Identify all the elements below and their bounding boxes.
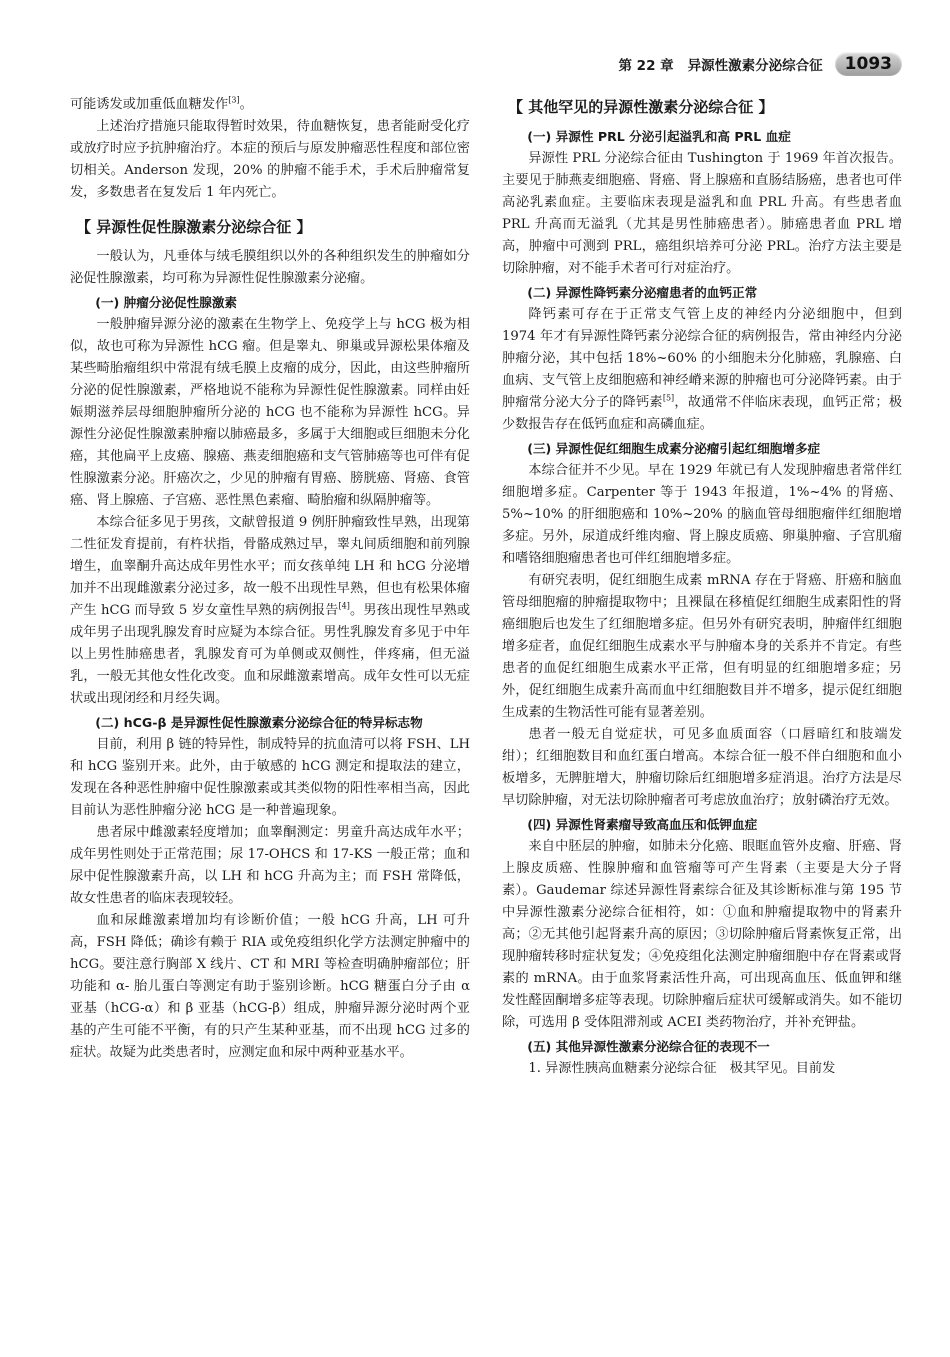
page-header [618, 52, 902, 76]
subsection-heading: (三) 异源性促红细胞生成素分泌瘤引起红细胞增多症 [527, 441, 821, 456]
paragraph: 一般认为，凡垂体与绒毛膜组织以外的各种组织发生的肿瘤如分泌促性腺激素，均可称为异源性促性腺激素分泌瘤。 [70, 249, 470, 286]
section-heading: 【 其他罕见的异源性激素分泌综合征 】 [508, 98, 774, 116]
paragraph: 患者尿中雌激素轻度增加；血睾酮测定：男童升高达成年水平；成年男性则处于正常范围；尿 17-OHCS 和 17-KS 一般正常；血和尿中促性腺激素升高，以 LH 和 hCG 升高为主；而 FSH 常降低，故女性患者的临床表现较轻。 [70, 825, 470, 906]
left-column [70, 94, 470, 1064]
paragraph: 目前，利用 β 链的特异性，制成特异的抗血清可以将 FSH、LH 和 hCG 鉴别开来。此外，由于敏感的 hCG 测定和提取法的建立，发现在各种恶性肿瘤中促性腺激素或其类似物的阳性率相当高，因此目前认为恶性肿瘤分泌 hCG 是一种普遍现象。 [70, 737, 470, 818]
paragraph: 异源性 PRL 分泌综合征由 Tushington 于 1969 年首次报告。主要见于肺燕麦细胞癌、肾癌、肾上腺癌和直肠结肠癌，患者也可伴高泌乳素血症。主要临床表现是溢乳和血 PRL 升高。有些患者血 PRL 升高而无溢乳（尤其是男性肺癌患者）。肺癌患者血 PRL 增高，肿瘤中可测到 PRL，癌组织培养可分泌 PRL。治疗方法主要是切除肿瘤，对不能手术者可行对症治疗。 [502, 151, 902, 276]
paragraph: 本综合征并不少见。早在 1929 年就已有人发现肿瘤患者常伴红细胞增多症。Carpenter 等于 1943 年报道，1%~4% 的肾癌、5%~10% 的肝细胞癌和 10%~20% 的脑血管母细胞瘤伴红细胞增多症。另外，尿道成纤维肉瘤、肾上腺皮质癌、卵巢肿瘤、子宫肌瘤和嗜铬细胞瘤患者也可伴红细胞增多症。 [502, 463, 902, 566]
chapter-title: 异源性激素分泌综合征 [687, 58, 823, 74]
paragraph-text: 。男孩出现性早熟或成年男子出现乳腺发育时应疑为本综合征。男性乳腺发育多见于中年以上男性肺癌患者，乳腺发育可为单侧或双侧性，伴疼痛，但无溢乳，一般无其他女性化改变。血和尿雌激素增高。成年女性可以无症状或出现闭经和月经失调。 [70, 603, 471, 706]
paragraph [502, 304, 902, 436]
paragraph: 有研究表明，促红细胞生成素 mRNA 存在于肾癌、肝癌和脑血管母细胞瘤的肿瘤提取物中；且裸鼠在移植促红细胞生成素阳性的肾癌细胞后也发生了红细胞增多症。但另外有研究表明，肿瘤伴红细胞增多症者，血促红细胞生成素水平与肿瘤本身的关系并不肯定。有些患者的血促红细胞生成素水平正常，但有明显的红细胞增多症；另外，促红细胞生成素升高而血中红细胞数目并不增多，提示促红细胞生成素的生物活性可能有显著差别。 [502, 573, 902, 720]
paragraph: 1. 异源性胰高血糖素分泌综合征 极其罕见。目前发 [528, 1061, 836, 1076]
running-head [618, 54, 822, 74]
page-number: 1093 [835, 52, 902, 76]
paragraph [70, 512, 470, 710]
paragraph-text: 。 [239, 97, 253, 112]
paragraph: 患者一般无自觉症状，可见多血质面容（口唇暗红和肢端发绀）；红细胞数目和血红蛋白增高。本综合征一般不伴白细胞和血小板增多，无脾脏增大，肿瘤切除后红细胞增多症消退。治疗方法是尽早切除肿瘤，对无法切除肿瘤者可考虑放血治疗；放射磷治疗无效。 [502, 727, 902, 808]
subsection-heading: (四) 异源性肾素瘤导致高血压和低钾血症 [527, 817, 758, 832]
subsection-heading: (二) hCG-β 是异源性促性腺激素分泌综合征的特异标志物 [95, 715, 423, 730]
subsection-heading: (一) 异源性 PRL 分泌引起溢乳和高 PRL 血症 [527, 129, 791, 144]
citation: [3] [228, 95, 240, 105]
paragraph: 来自中胚层的肿瘤，如肺未分化癌、眼眶血管外皮瘤、肝癌、肾上腺皮质癌、性腺肿瘤和血管瘤等可产生肾素（主要是大分子肾素）。Gaudemar 综述异源性肾素综合征及其诊断标准与第 195 节中异源性激素分泌综合征相符，如：①血和肿瘤提取物中的肾素升高；②无其他引起肾素升高的原因；③切除肿瘤后肾素恢复正常，出现肿瘤转移时症状复发；④免疫组化法测定肿瘤细胞中存在肾素或肾素的 mRNA。由于血浆肾素活性升高，可出现高血压、低血钾和继发性醛固酮增多症等表现。切除肿瘤后症状可缓解或消失。如不能切除，可选用 β 受体阻滞剂或 ACEI 类药物治疗，并补充钾盐。 [502, 839, 902, 1030]
paragraph: 一般肿瘤异源分泌的激素在生物学上、免疫学上与 hCG 极为相似，故也可称为异源性 hCG 瘤。但是睾丸、卵巢或异源松果体瘤及某些畸胎瘤组织中常混有绒毛膜上皮瘤的成分，因此，由这些肿瘤所分泌的促性腺激素，严格地说不能称为异源性促性腺激素。同样由妊娠期滋养层母细胞肿瘤所分泌的 hCG 也不能称为异源性 hCG。异源性分泌促性腺激素肿瘤以肺癌最多，多属于大细胞或巨细胞未分化癌，其他扁平上皮癌、腺癌、燕麦细胞癌和支气管肺癌等也可伴有促性腺激素分泌。肝癌次之，少见的肿瘤有胃癌、膀胱癌、肾癌、食管癌、肾上腺癌、子宫癌、恶性黑色素瘤、畸胎瘤和纵隔肿瘤等。 [70, 317, 470, 508]
paragraph-text: 降钙素可存在于正常支气管上皮的神经内分泌细胞中，但到 1974 年才有异源性降钙素分泌综合征的病例报告，常由神经内分泌肿瘤分泌，其中包括 18%~60% 的小细胞未分化肺癌，乳腺癌、白血病、支气管上皮细胞癌和神经嵴来源的肿瘤也可分泌降钙素。由于肿瘤常分泌大分子的降钙素 [502, 307, 902, 410]
paragraph: 上述治疗措施只能取得暂时效果，待血糖恢复，患者能耐受化疗或放疗时应予抗肿瘤治疗。本症的预后与原发肿瘤恶性程度和部位密切相关。Anderson 发现，20% 的肿瘤不能手术，手术后肿瘤常复发，多数患者在复发后 1 年内死亡。 [70, 119, 470, 200]
subsection-heading: (二) 异源性降钙素分泌瘤患者的血钙正常 [527, 285, 758, 300]
paragraph-text: 本综合征多见于男孩，文献曾报道 9 例肝肿瘤致性早熟，出现第二性征发育提前，有杵状指，骨骼成熟过早，睾丸间质细胞和前列腺增生，血睾酮升高达成年男性水平；而女孩单纯 LH 和 hCG 分泌增加并不出现雌激素分泌过多，故一般不出现性早熟，但也有松果体瘤产生 hCG 而导致 5 岁女童性早熟的病例报告 [70, 515, 470, 618]
section-heading: 【 异源性促性腺激素分泌综合征 】 [76, 218, 312, 236]
right-column [502, 94, 902, 1080]
paragraph-text: 可能诱发或加重低血糖发作 [70, 97, 229, 112]
citation: [5] [662, 393, 675, 403]
paragraph-text: ，故通常不伴临床表现，血钙正常；极少数报告存在低钙血症和高磷血症。 [502, 395, 903, 432]
subsection-heading: (五) 其他异源性激素分泌综合征的表现不一 [527, 1039, 770, 1054]
paragraph [70, 94, 470, 116]
chapter-number: 第 22 章 [618, 58, 674, 74]
subsection-heading: (一) 肿瘤分泌促性腺激素 [95, 295, 238, 310]
paragraph: 血和尿雌激素增加均有诊断价值；一般 hCG 升高，LH 可升高，FSH 降低；确诊有赖于 RIA 或免疫组织化学方法测定肿瘤中的 hCG。要注意行胸部 X 线片、CT 和 MRI 等检查明确肿瘤部位；肝功能和 α- 胎儿蛋白等测定有助于鉴别诊断。hCG 糖蛋白分子由 α 亚基（hCG-α）和 β 亚基（hCG-β）组成，肿瘤异源分泌时两个亚基的产生可能不平衡，有的只产生某种亚基，而不出现 hCG 过多的症状。故疑为此类患者时，应测定血和尿中两种亚基水平。 [70, 913, 470, 1060]
citation: [4] [338, 601, 350, 611]
